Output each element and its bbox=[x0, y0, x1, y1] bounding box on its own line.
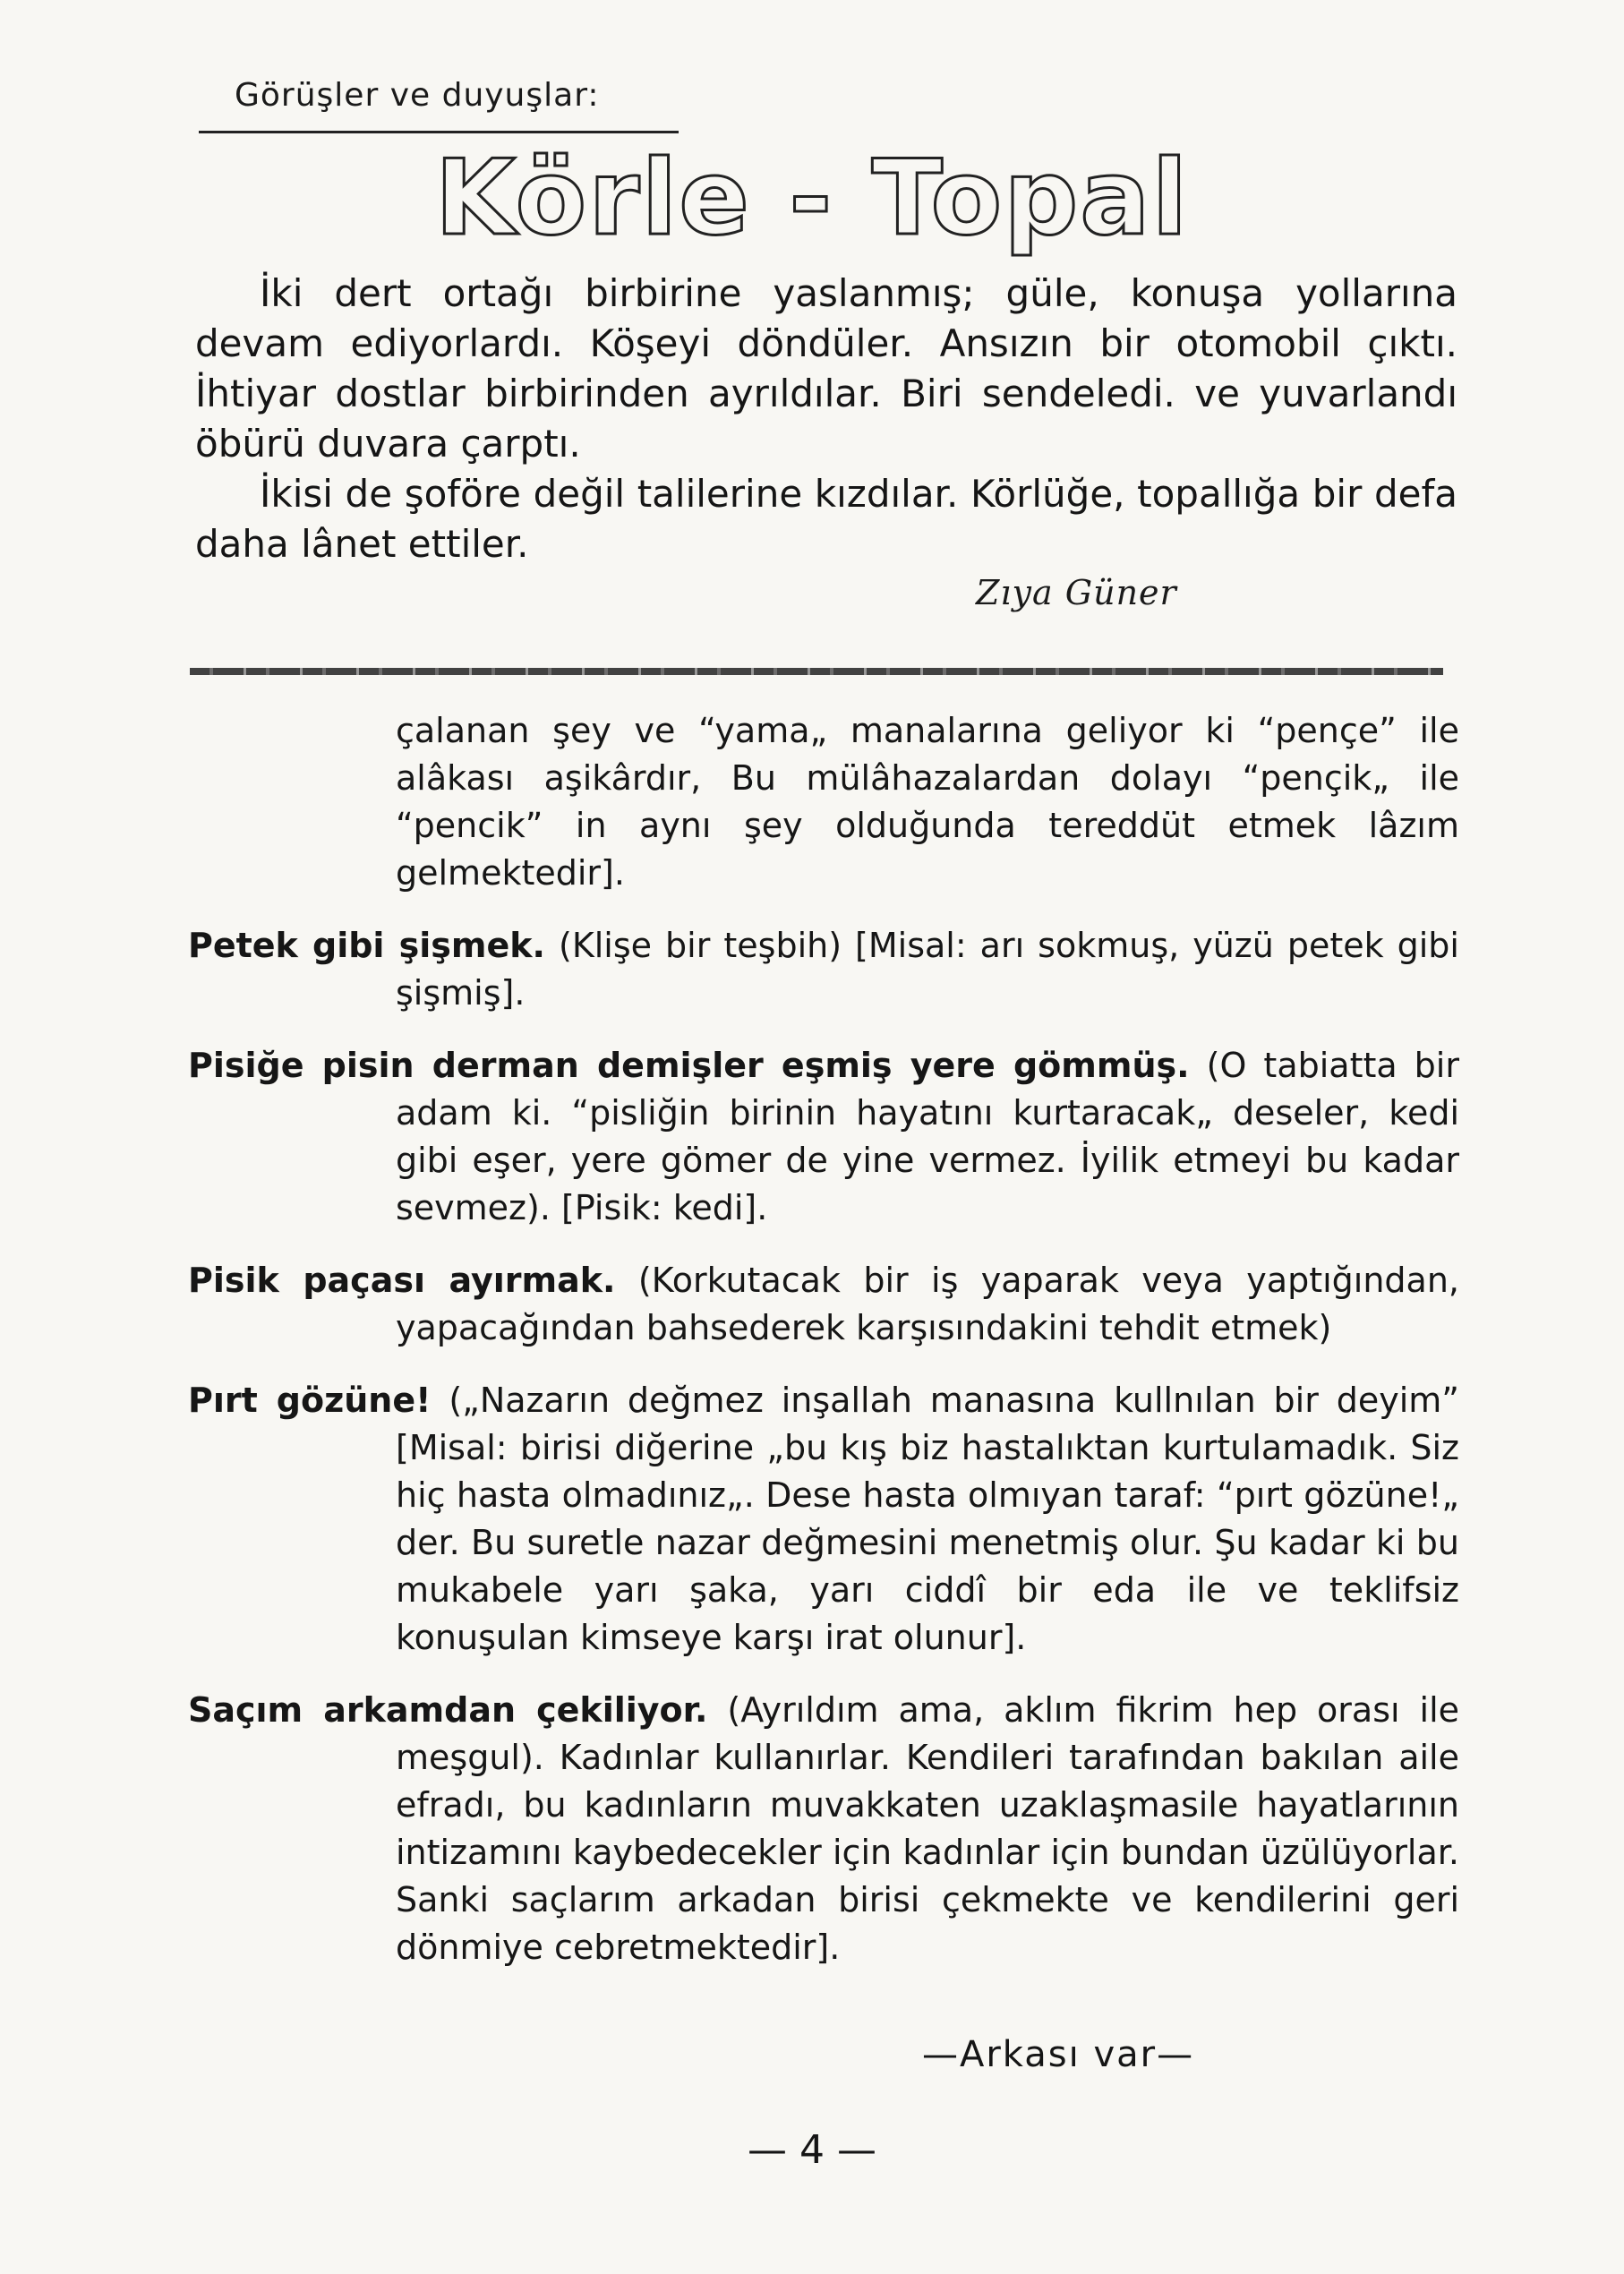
glossary-definition: („Nazarın değmez inşallah manasına kullnılan bir deyim” [Misal: birisi diğerine „bu kış biz hastalıktan kurtulamadık. Siz hiç hasta olmadınız„. Dese hasta olmıyan taraf: “pırt gözüne!„ der. Bu suretle nazar değmesini menetmiş olur. Şu kadar ki bu mukabele yarı şaka, yarı ciddî bir eda ile ve teklifsiz konuşulan kimseye karşı irat olunur]. bbox=[396, 1381, 1459, 1657]
article-paragraph: İkisi de şoföre değil talilerine kızdılar. Körlüğe, topallığa bir defa daha lânet ettiler. bbox=[195, 472, 1457, 566]
glossary-definition: (Korkutacak bir iş yaparak veya yaptığından, yapacağından bahsederek karşısındakini tehdit etmek) bbox=[396, 1261, 1459, 1347]
glossary-definition: (O tabiatta bir adam ki. “pisliğin birinin hayatını kurtaracak„ deseler, kedi gibi eşer, yere gömer de yine vermez. İyilik etmeyi bu kadar sevmez). [Pisik: kedi]. bbox=[396, 1046, 1459, 1227]
glossary-term: Pırt gözüne! bbox=[188, 1381, 432, 1420]
glossary-term: Pisiğe pisin derman demişler eşmiş yere gömmüş. bbox=[188, 1046, 1190, 1085]
article-author: Zıya Güner bbox=[976, 573, 1177, 612]
continued-note: —Arkası var— bbox=[922, 2034, 1195, 2075]
article-title: Körle - Topal bbox=[434, 138, 1190, 259]
glossary-entry bbox=[188, 922, 1459, 1017]
glossary-term: Saçım arkamdan çekiliyor. bbox=[188, 1690, 708, 1730]
glossary-definition: (Klişe bir teşbih) [Misal: arı sokmuş, yüzü petek gibi şişmiş]. bbox=[396, 926, 1459, 1013]
article-paragraph: İki dert ortağı birbirine yaslanmış; güle, konuşa yollarına devam ediyorlardı. Köşeyi döndüler. Ansızın bir otomobil çıktı. İhtiyar dostlar birbirinden ayrıldılar. Biri sendeledi. ve yuvarlandı öbürü duvara çarptı. bbox=[195, 271, 1457, 466]
article-body bbox=[195, 269, 1457, 569]
glossary-entry bbox=[188, 1042, 1459, 1232]
page-number: — 4 — bbox=[748, 2127, 876, 2173]
glossary-entry bbox=[188, 1687, 1459, 1971]
glossary-entry bbox=[188, 1377, 1459, 1662]
glossary-entry bbox=[188, 1257, 1459, 1352]
section-divider bbox=[190, 668, 1443, 675]
glossary-definition: (Ayrıldım ama, aklım fikrim hep orası ile meşgul). Kadınlar kullanırlar. Kendileri tarafından bakılan aile efradı, bu kadınların muvakkaten uzaklaşmasile hayatlarının intizamını kaybedecekler için kadınlar için bundan üzülüyorlar. Sanki saçlarım arkadan birisi çekmekte ve kendilerini geri dönmiye cebretmektedir]. bbox=[396, 1690, 1460, 1967]
section-label: Görüşler ve duyuşlar: bbox=[235, 77, 600, 114]
glossary bbox=[188, 707, 1459, 1996]
glossary-term: Pisik paçası ayırmak. bbox=[188, 1261, 616, 1300]
glossary-continuation: çalanan şey ve “yama„ manalarına geliyor ki “pençe” ile alâkası aşikârdır, Bu mülâhazalardan dolayı “pençik„ ile “pencik” in aynı şey olduğunda tereddüt etmek lâzım gelmektedir]. bbox=[396, 711, 1459, 893]
glossary-term: Petek gibi şişmek. bbox=[188, 926, 545, 965]
section-underline bbox=[199, 131, 679, 133]
